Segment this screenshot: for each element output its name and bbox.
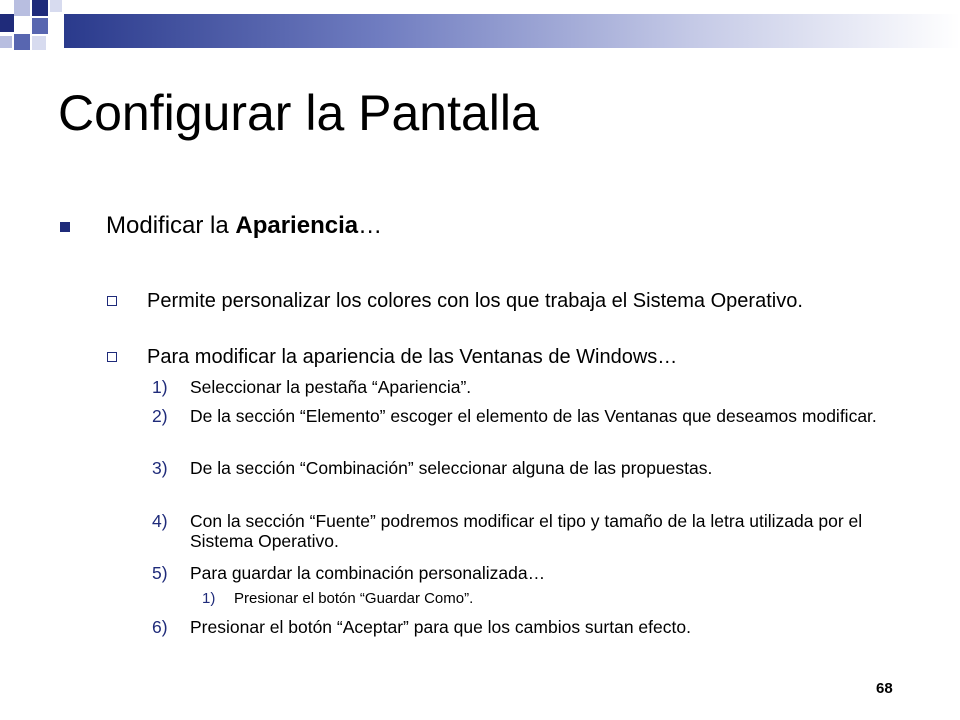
step-number: 4) (152, 511, 168, 531)
step-text: Para guardar la combinación personalizada… (190, 563, 546, 583)
step-text: Con la sección “Fuente” podremos modificar el tipo y tamaño de la letra utilizada por el Sistema Operativo. (190, 511, 863, 551)
step-item (152, 406, 910, 426)
subitem (147, 346, 927, 368)
slide-title: Configurar la Pantalla (58, 85, 539, 141)
step-number: 6) (152, 617, 168, 637)
subitem-text: Para modificar la apariencia de las Ventanas de Windows… (147, 346, 678, 368)
step-text: De la sección “Combinación” seleccionar alguna de las propuestas. (190, 458, 713, 478)
step-number: 2) (152, 406, 168, 426)
step-text: Seleccionar la pestaña “Apariencia”. (190, 377, 472, 397)
step-number: 1) (152, 377, 168, 397)
bullet-tail-text: … (358, 212, 383, 239)
step-text: De la sección “Elemento” escoger el elemento de las Ventanas que deseamos modificar. (190, 406, 877, 426)
step-text: Presionar el botón “Aceptar” para que los cambios surtan efecto. (190, 617, 691, 637)
step-number: 3) (152, 458, 168, 478)
hollow-square-bullet-icon (107, 296, 117, 306)
step-item (152, 511, 910, 551)
bullet-level-1 (106, 212, 382, 240)
step-item (152, 563, 910, 583)
step-item (152, 377, 910, 397)
bullet-bold-text: Apariencia (235, 212, 359, 239)
page-number: 68 (876, 680, 893, 697)
hollow-square-bullet-icon (107, 352, 117, 362)
bullet-lead-text: Modificar la (106, 212, 236, 239)
substep-number: 1) (202, 590, 216, 607)
substep-item (202, 590, 884, 608)
subitem-text: Permite personalizar los colores con los que trabaja el Sistema Operativo. (147, 290, 803, 312)
subitem (147, 290, 927, 312)
square-bullet-icon (60, 222, 70, 232)
step-item (152, 617, 910, 637)
step-item (152, 458, 910, 478)
substep-text: Presionar el botón “Guardar Como”. (234, 590, 474, 607)
step-number: 5) (152, 563, 168, 583)
